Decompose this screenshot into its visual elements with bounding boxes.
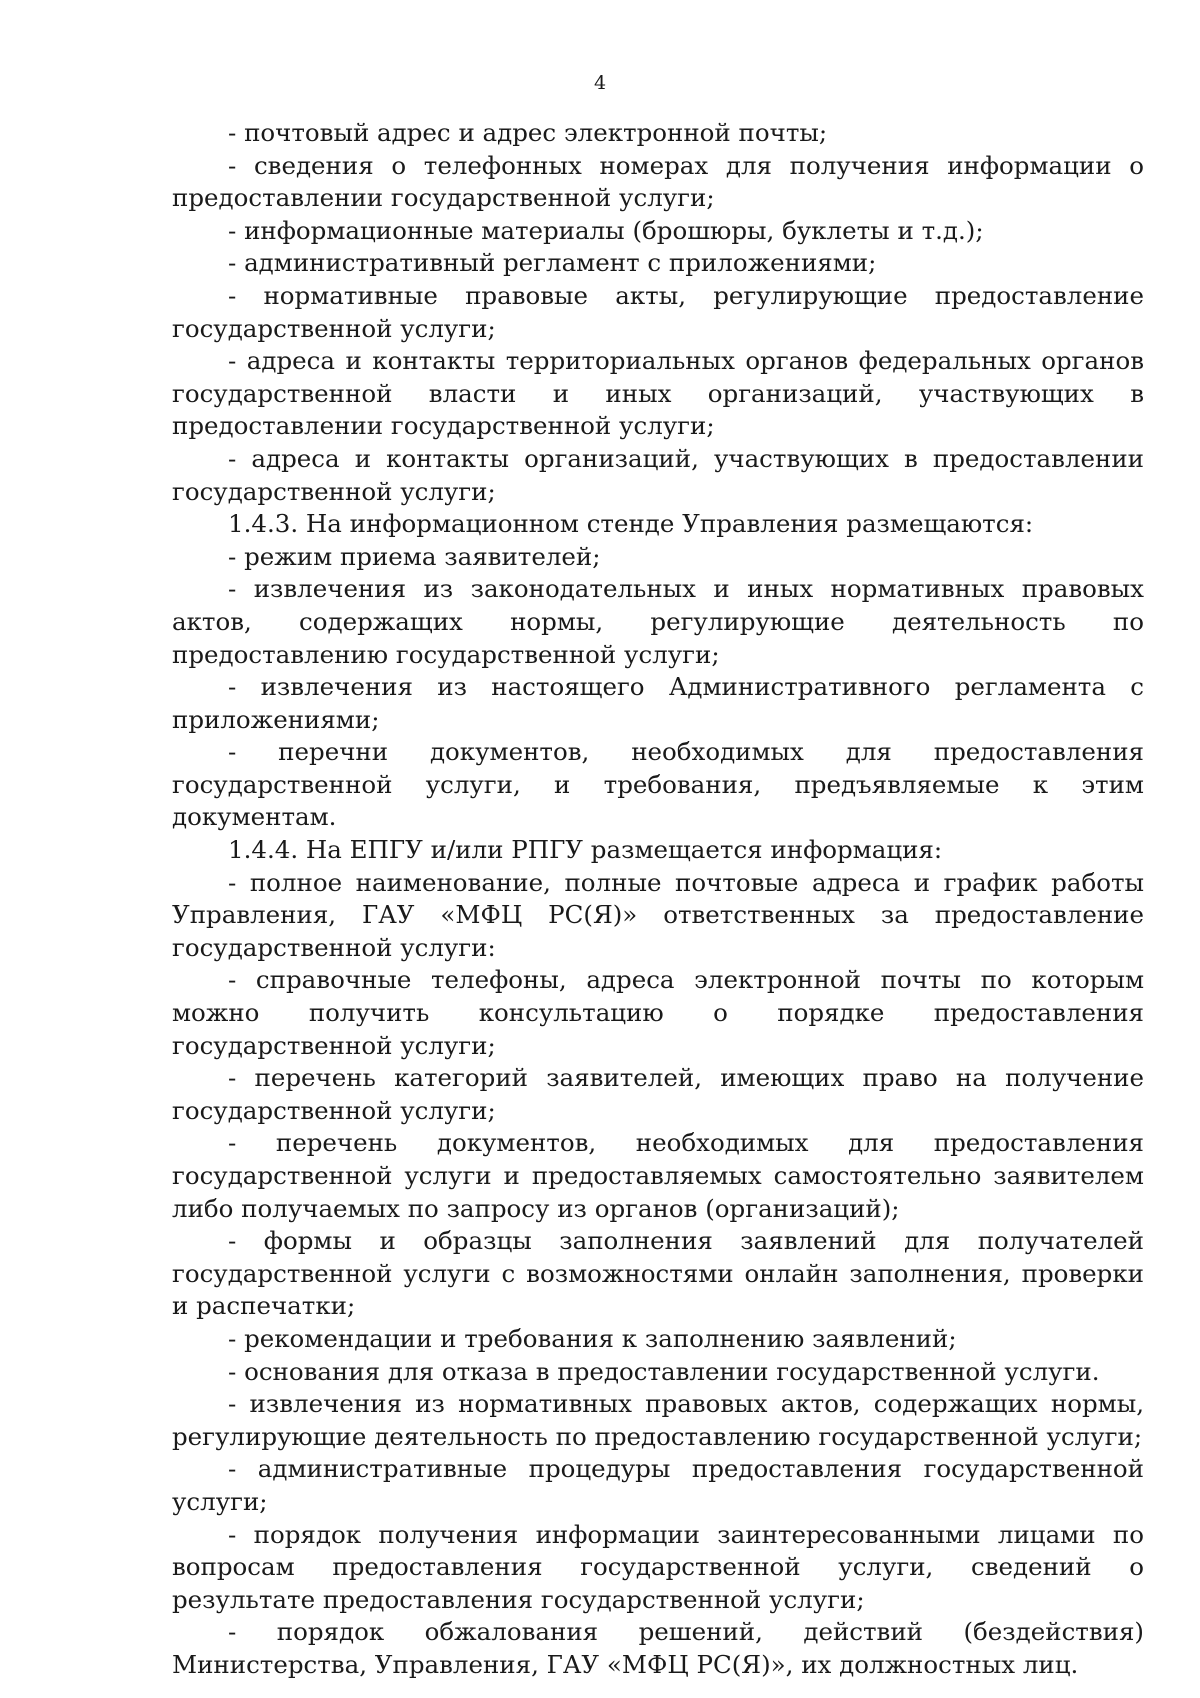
- paragraph-12: - перечни документов, необходимых для предоставления государственной услуги, и требования, предъявляемые к этим документам.: [172, 737, 1144, 832]
- paragraph-23: - порядок получения информации заинтересованными лицами по вопросам предоставления государственной услуги, сведений о результате предоставления государственной услуги;: [172, 1519, 1144, 1614]
- paragraph-16: - перечень категорий заявителей, имеющих право на получение государственной услуги;: [172, 1063, 1144, 1125]
- paragraph-6: - адреса и контакты территориальных органов федеральных органов государственной власти и иных организаций, участвующих в предоставлении государственной услуги;: [172, 346, 1144, 441]
- paragraph-3: - информационные материалы (брошюры, буклеты и т.д.);: [228, 215, 984, 245]
- paragraph-22: - административные процедуры предоставления государственной услуги;: [172, 1454, 1144, 1516]
- paragraph-9: - режим приема заявителей;: [228, 541, 601, 571]
- page-number: 4: [593, 72, 607, 94]
- section-heading-1-4-3: 1.4.3. На информационном стенде Управления размещаются:: [228, 509, 1034, 539]
- paragraph-24: - порядок обжалования решений, действий (бездействия) Министерства, Управления, ГАУ «МФЦ РС(Я)», их должностных лиц.: [172, 1617, 1144, 1679]
- paragraph-14: - полное наименование, полные почтовые адреса и график работы Управления, ГАУ «МФЦ РС(Я)» ответственных за предоставление государственной услуги:: [172, 867, 1144, 962]
- paragraph-17: - перечень документов, необходимых для предоставления государственной услуги и предоставляемых самостоятельно заявителем либо получаемых по запросу из органов (организаций);: [172, 1128, 1144, 1223]
- document-body: [172, 117, 1144, 1682]
- paragraph-19: - рекомендации и требования к заполнению заявлений;: [228, 1323, 957, 1353]
- section-heading-1-4-4: 1.4.4. На ЕПГУ и/или РПГУ размещается информация:: [228, 835, 943, 865]
- paragraph-2: - сведения о телефонных номерах для получения информации о предоставлении государственной услуги;: [172, 150, 1144, 213]
- paragraph-10: - извлечения из законодательных и иных нормативных правовых актов, содержащих нормы, регулирующие деятельность по предоставлению государственной услуги;: [172, 574, 1144, 669]
- paragraph-15: - справочные телефоны, адреса электронной почты по которым можно получить консультацию о порядке предоставления государственной услуги;: [172, 965, 1144, 1060]
- paragraph-11: - извлечения из настоящего Административного регламента с приложениями;: [172, 672, 1144, 734]
- paragraph-5: - нормативные правовые акты, регулирующие предоставление государственной услуги;: [172, 280, 1144, 343]
- paragraph-7: - адреса и контакты организаций, участвующих в предоставлении государственной услуги;: [172, 443, 1144, 506]
- paragraph-20: - основания для отказа в предоставлении государственной услуги.: [228, 1356, 1100, 1386]
- paragraph-18: - формы и образцы заполнения заявлений для получателей государственной услуги с возможностями онлайн заполнения, проверки и распечатки;: [172, 1226, 1144, 1321]
- paragraph-4: - административный регламент с приложениями;: [228, 248, 877, 278]
- paragraph-1: - почтовый адрес и адрес электронной почты;: [228, 118, 828, 147]
- paragraph-21: - извлечения из нормативных правовых актов, содержащих нормы, регулирующие деятельность по предоставлению государственной услуги;: [172, 1389, 1144, 1451]
